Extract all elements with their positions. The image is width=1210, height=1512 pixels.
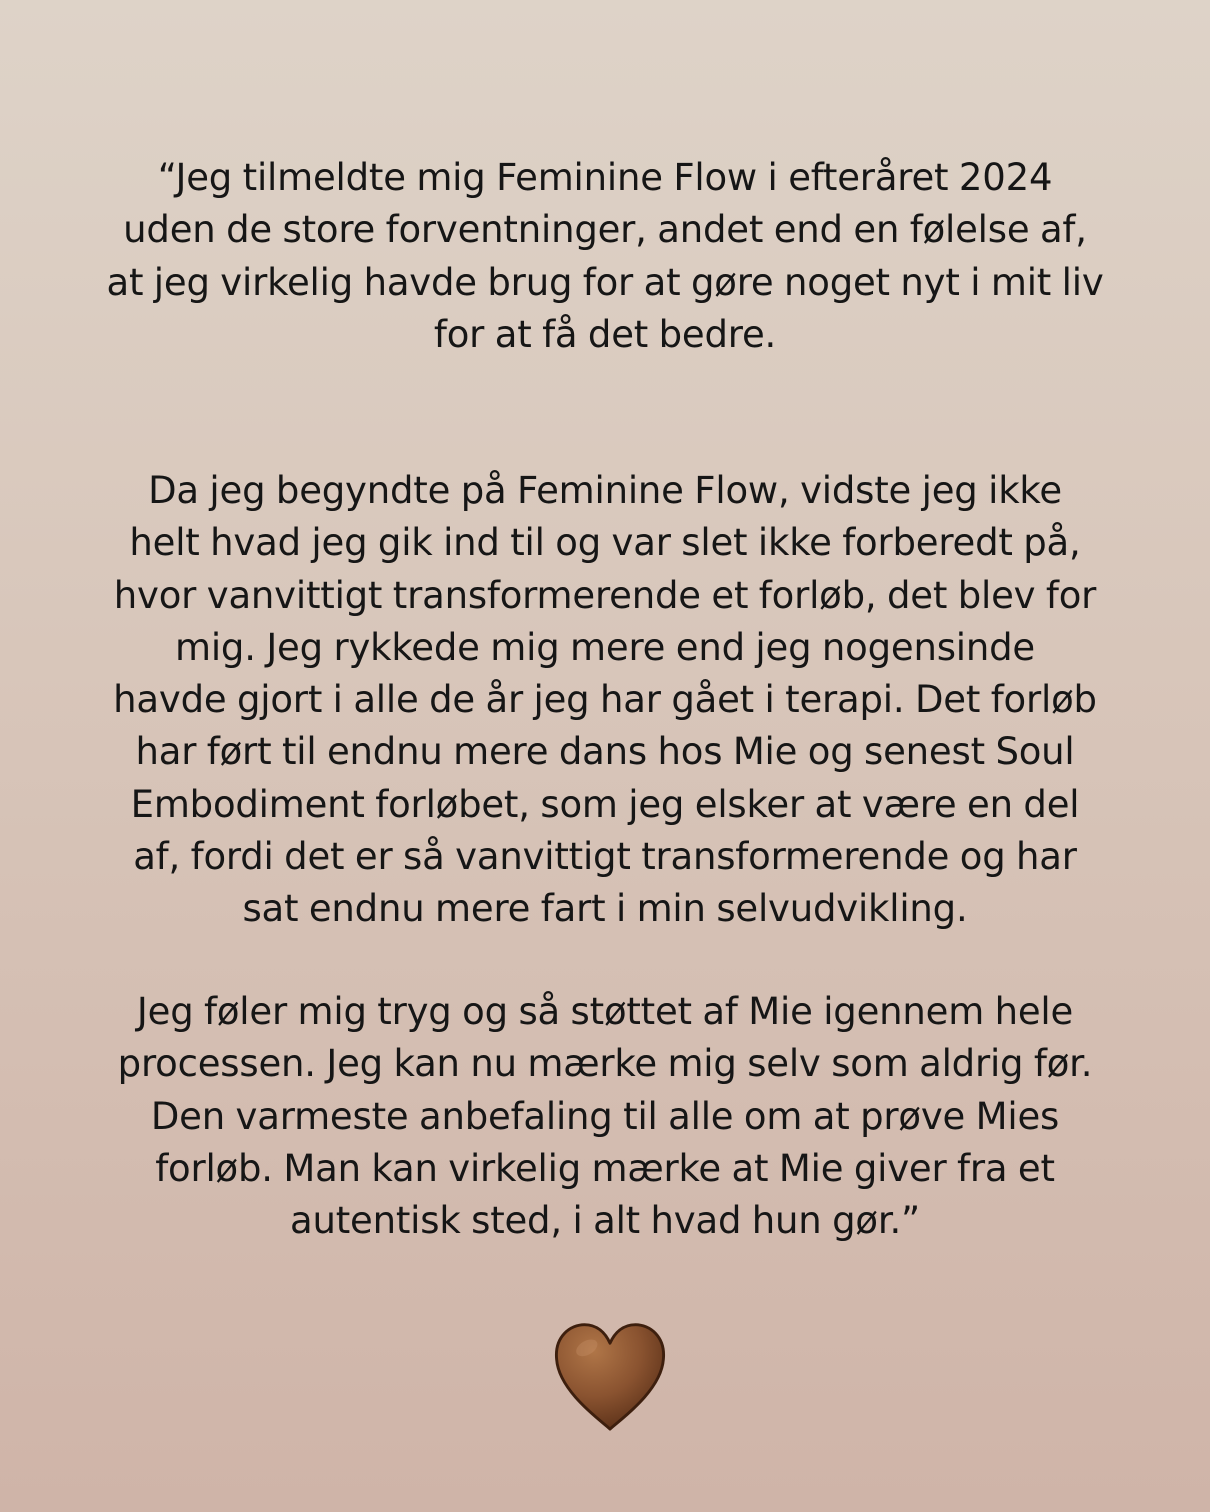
- testimonial-paragraph-3: Jeg føler mig tryg og så støttet af Mie igennem hele processen. Jeg kan nu mærke mig selv som aldrig før. Den varmeste anbefaling til alle om at prøve Mies forløb. Man kan virkelig mærke at Mie giver fra et autentisk sted, i alt hvad hun gør.”: [117, 990, 1093, 1243]
- testimonial-paragraph-1: “Jeg tilmeldte mig Feminine Flow i efteråret 2024 uden de store forventninger, andet end en følelse af, at jeg virkelig havde brug for at gøre noget nyt i mit liv for at få det bedre.: [106, 156, 1104, 356]
- testimonial-paragraph-2: Da jeg begyndte på Feminine Flow, vidste jeg ikke helt hvad jeg gik ind til og var slet ikke forberedt på, hvor vanvittigt transformerende et forløb, det blev for mig. Jeg rykkede mig mere end jeg nogensinde havde gjort i alle de år jeg har gået i terapi. Det forløb har ført til endnu mere dans hos Mie og senest Soul Embodiment forløbet, som jeg elsker at være en del af, fordi det er så vanvittigt transformerende og har sat endnu mere fart i min selvudvikling.: [113, 469, 1097, 931]
- brown-heart-icon: [552, 1318, 668, 1438]
